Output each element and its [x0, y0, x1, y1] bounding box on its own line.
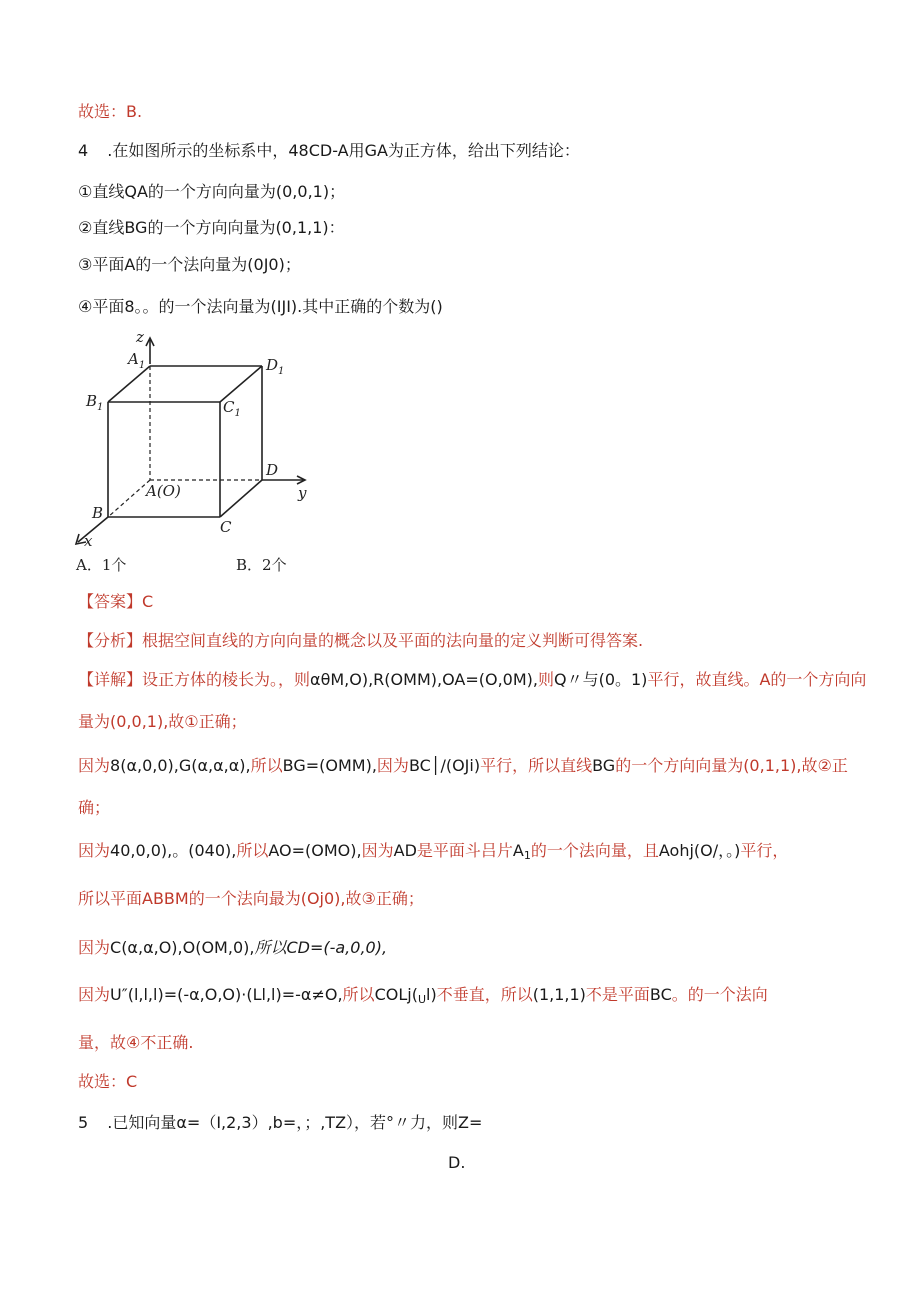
detail-math: 8(α,0,0),G(α,α,α), — [110, 756, 251, 775]
detail-math: C(α,α,O),O(OM,0), — [110, 938, 255, 957]
detail-text: 因为 — [78, 841, 111, 860]
detail-text: 平行， — [740, 841, 789, 860]
label-A1: $A_1$ — [128, 350, 146, 371]
detail-line-3 — [78, 755, 848, 777]
detail-text: 设正方体的棱长为。，则 — [142, 670, 311, 689]
detail-line-6: 所以平面ABBM的一个法向最为(Oj0),故③正确； — [78, 889, 424, 908]
detail-text: 平行，故直线。A的一个方向向 — [647, 670, 867, 689]
detail-text: 因为 — [78, 938, 111, 957]
conclusion-1: ①直线QA的一个方向向量为(0,0,1)； — [78, 182, 346, 201]
hidden-edge-A-B — [108, 480, 150, 517]
question-text: .在如图所示的坐标系中，48CD-A用GA为正方体，给出下列结论： — [107, 141, 580, 160]
detail-line-1 — [78, 669, 866, 691]
label-D: D — [266, 461, 279, 479]
label-A-O: A(O) — [146, 482, 181, 500]
option-b: B．2个 — [236, 556, 287, 574]
question-number: 4 — [78, 141, 89, 160]
conclusion-3: ③平面A的一个法向量为(0J0)； — [78, 255, 301, 274]
conclusion-4: ④平面8。。的一个法向量为(IJI).其中正确的个数为() — [78, 297, 443, 316]
detail-line-2: 量为(0,0,1),故①正确； — [78, 712, 247, 731]
detail-text: 不是平面 — [585, 985, 650, 1004]
label-C1: $C_1$ — [223, 398, 241, 419]
detail-tag: 【详解】 — [78, 670, 143, 689]
detail-text: 不垂直，所以 — [436, 985, 533, 1004]
detail-line-9: 量，故④不正确. — [78, 1033, 194, 1052]
edge-D1-C1 — [220, 366, 262, 402]
detail-math: BG — [592, 756, 616, 775]
detail-math: (1,1,1) — [532, 985, 586, 1004]
detail-math: Q〃与(0。1) — [553, 670, 648, 689]
detail-math: l) — [426, 985, 437, 1004]
label-B: B — [92, 504, 104, 522]
prev-answer: 故选：B. — [78, 102, 143, 121]
cube-figure — [70, 322, 320, 582]
label-C: C — [220, 518, 232, 536]
detail-text: 因为 — [376, 756, 409, 775]
detail-text: 的一个方向向量为(0,1,1),故②正 — [615, 756, 848, 775]
detail-text: 因为 — [78, 985, 111, 1004]
detail-math: COLj( — [374, 985, 418, 1004]
detail-math: U″(l,l,l)=(-α,O,O)·(Ll,l)=-α≠O, — [110, 985, 343, 1004]
detail-line-7 — [78, 937, 387, 959]
question-text: .已知向量α=（I,2,3）,b=，；,TZ），若°〃力，则Z= — [107, 1113, 483, 1132]
option-a: A．1个 — [76, 556, 127, 574]
answer-tag: 【答案】 — [78, 592, 143, 611]
answer-value: C — [142, 592, 154, 611]
edge-C-D — [220, 480, 262, 517]
detail-text: 所以 — [342, 985, 375, 1004]
detail-text: 所以 — [250, 756, 283, 775]
detail-text: 因为 — [78, 756, 111, 775]
question-4-stem — [78, 140, 580, 162]
subscript: 1 — [523, 849, 531, 862]
detail-math: 40,0,0),。(040), — [110, 841, 237, 860]
answer-line — [78, 591, 153, 613]
question-number: 5 — [78, 1113, 89, 1132]
detail-math: BC│/(OJi) — [408, 756, 481, 775]
label-D1: $D_1$ — [266, 356, 285, 377]
detail-math: AO=(OMO), — [268, 841, 362, 860]
final-answer: 故选：C — [78, 1072, 138, 1091]
label-x: x — [84, 532, 93, 550]
label-B1: $B_1$ — [86, 392, 104, 413]
analysis-line — [78, 630, 643, 652]
option-d: D. — [448, 1153, 466, 1172]
edge-A1-B1 — [108, 366, 150, 402]
detail-text: 因为 — [361, 841, 394, 860]
detail-line-8 — [78, 984, 768, 1011]
detail-math: BG=(OMM), — [282, 756, 377, 775]
detail-math-italic: 所以CD=(-a,0,0), — [254, 938, 388, 957]
analysis-tag: 【分析】 — [78, 631, 143, 650]
detail-text: 平行，所以直线 — [480, 756, 593, 775]
analysis-text: 根据空间直线的方向向量的概念以及平面的法向量的定义判断可得答案. — [142, 631, 644, 650]
detail-math: AD — [393, 841, 417, 860]
detail-math: Aohj(O/，。) — [658, 841, 741, 860]
detail-line-5 — [78, 840, 788, 867]
detail-text: 是平面斗吕片 — [416, 841, 513, 860]
detail-text: 则 — [537, 670, 554, 689]
label-z: z — [136, 328, 144, 346]
detail-line-4: 确； — [78, 798, 111, 817]
detail-text: 。的一个法向 — [671, 985, 768, 1004]
detail-math: αθM,O),R(OMM),OA=(O,0M), — [310, 670, 538, 689]
label-y: y — [298, 484, 307, 502]
detail-math: BC — [649, 985, 672, 1004]
question-5-stem — [78, 1112, 482, 1134]
detail-text: 的一个法向量，且 — [530, 841, 659, 860]
conclusion-2: ②直线BG的一个方向向量为(0,1,1)： — [78, 218, 345, 237]
detail-text: 所以 — [236, 841, 269, 860]
detail-math: A — [512, 841, 524, 860]
subscript: U — [417, 993, 426, 1006]
